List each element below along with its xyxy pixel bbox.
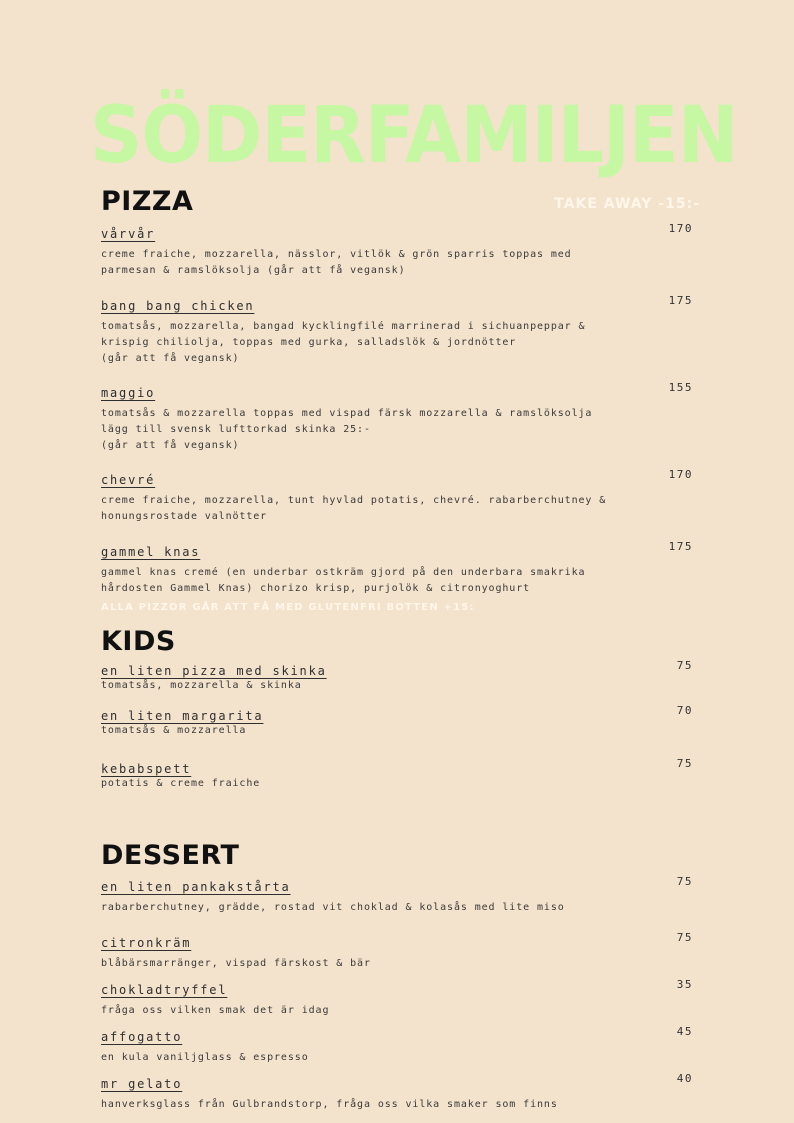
item-name: en liten margarita xyxy=(101,709,264,723)
menu-item xyxy=(101,978,701,1019)
item-name: chevré xyxy=(101,473,156,487)
item-description: potatis & creme fraiche xyxy=(101,778,261,789)
menu-item xyxy=(101,294,701,367)
item-name: vårvår xyxy=(101,227,156,241)
item-name: bang bang chicken xyxy=(101,299,255,313)
menu-item xyxy=(101,1025,701,1066)
item-description: en kula vaniljglass & espresso xyxy=(101,1052,309,1063)
brand-title: SÖDERFAMILJEN xyxy=(90,91,738,181)
item-description: blåbärsmarränger, vispad färskost & bär xyxy=(101,958,371,969)
item-price: 175 xyxy=(668,294,693,307)
item-name: gammel knas xyxy=(101,545,201,559)
item-price: 40 xyxy=(676,1072,693,1085)
item-price: 75 xyxy=(676,659,693,672)
menu-item xyxy=(101,540,701,597)
menu-item xyxy=(101,468,701,525)
item-name: maggio xyxy=(101,386,156,400)
menu-item xyxy=(101,704,701,739)
item-price: 35 xyxy=(676,978,693,991)
item-description: fråga oss vilken smak det är idag xyxy=(101,1005,330,1016)
item-name: en liten pizza med skinka xyxy=(101,664,327,678)
menu-item xyxy=(101,875,701,916)
item-price: 45 xyxy=(676,1025,693,1038)
item-description: tomatsås, mozzarella, bangad kycklingfilé marrinerad i sichuanpeppar & krispig chiliolja, toppas med gurka, salladslök & jordnötter (går att få vegansk) xyxy=(101,321,586,364)
item-name: kebabspett xyxy=(101,762,192,776)
item-price: 75 xyxy=(676,875,693,888)
item-description: tomatsås & mozzarella xyxy=(101,725,247,736)
section-title-pizza: PIZZA xyxy=(101,186,194,217)
item-description: gammel knas cremé (en underbar ostkräm gjord på den underbara smakrika hårdosten Gammel Knas) chorizo krisp, purjolök & citronyoghurt xyxy=(101,567,586,594)
menu-item xyxy=(101,1072,701,1113)
item-price: 170 xyxy=(668,222,693,235)
item-name: affogatto xyxy=(101,1030,183,1044)
menu-item xyxy=(101,757,701,792)
item-name: citronkräm xyxy=(101,936,192,950)
gluten-free-note: ALLA PIZZOR GÅR ATT FÅ MED GLUTENFRI BOTTEN +15: xyxy=(101,602,475,613)
item-description: creme fraiche, mozzarella, nässlor, vitlök & grön sparris toppas med parmesan & ramslöksolja (går att få vegansk) xyxy=(101,249,572,276)
item-price: 155 xyxy=(668,381,693,394)
item-price: 75 xyxy=(676,757,693,770)
item-description: tomatsås, mozzarella & skinka xyxy=(101,680,302,691)
item-name: mr gelato xyxy=(101,1077,183,1091)
item-name: chokladtryffel xyxy=(101,983,228,997)
item-name: en liten pankakstårta xyxy=(101,880,291,894)
menu-item xyxy=(101,381,701,454)
item-price: 175 xyxy=(668,540,693,553)
item-description: rabarberchutney, grädde, rostad vit choklad & kolasås med lite miso xyxy=(101,902,565,913)
item-price: 170 xyxy=(668,468,693,481)
item-description: creme fraiche, mozzarella, tunt hyvlad potatis, chevré. rabarberchutney & honungsrostade valnötter xyxy=(101,495,607,522)
item-price: 75 xyxy=(676,931,693,944)
menu-item xyxy=(101,222,701,279)
section-title-dessert: DESSERT xyxy=(101,840,240,871)
takeaway-note: TAKE AWAY -15:- xyxy=(554,196,700,212)
item-price: 70 xyxy=(676,704,693,717)
item-description: hanverksglass från Gulbrandstorp, fråga oss vilka smaker som finns xyxy=(101,1099,558,1110)
menu-item xyxy=(101,659,701,694)
menu-item xyxy=(101,931,701,972)
item-description: tomatsås & mozzarella toppas med vispad färsk mozzarella & ramslöksolja lägg till svensk lufttorkad skinka 25:- (går att få vegansk) xyxy=(101,408,593,451)
section-title-kids: KIDS xyxy=(101,626,176,657)
